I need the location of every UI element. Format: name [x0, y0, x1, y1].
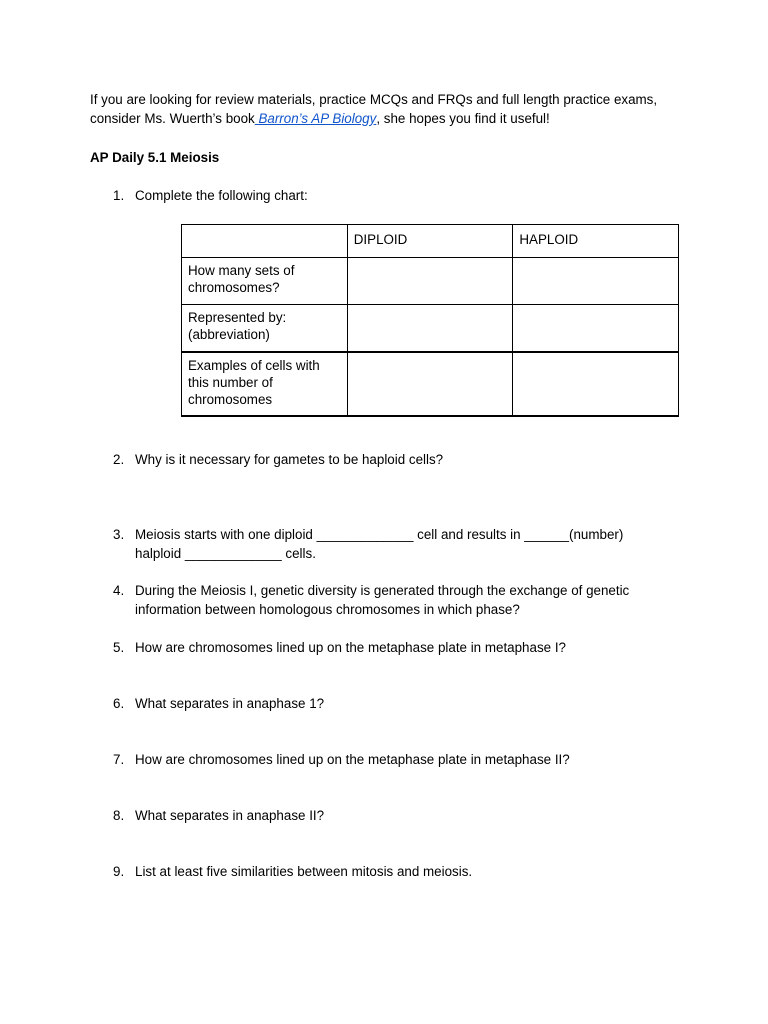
chromosome-chart — [181, 224, 679, 417]
table-row — [182, 258, 679, 305]
question-text: What separates in anaphase II? — [135, 808, 325, 823]
table-header-cell: DIPLOID — [347, 225, 513, 258]
intro-text-before: If you are looking for review materials, practice MCQs and FRQs and full length practice exams, consider Ms. Wuerth’s book — [90, 92, 658, 126]
intro-paragraph — [90, 90, 690, 128]
table-answer-cell[interactable] — [513, 305, 679, 353]
table-row — [182, 305, 679, 353]
table-answer-cell[interactable] — [513, 258, 679, 305]
table-row-label: Examples of cells with this number of chromosomes — [182, 352, 348, 416]
question-number: 8. — [113, 808, 125, 823]
page-title: AP Daily 5.1 Meiosis — [90, 150, 220, 165]
question-text: Why is it necessary for gametes to be haploid cells? — [135, 452, 444, 467]
table-header-cell — [182, 225, 348, 258]
question-number: 3. — [113, 527, 125, 542]
table-header-cell: HAPLOID — [513, 225, 679, 258]
question-text: List at least five similarities between mitosis and meiosis. — [135, 864, 473, 879]
question-number: 1. — [113, 188, 125, 203]
question-text: How are chromosomes lined up on the metaphase plate in metaphase I? — [135, 640, 566, 655]
question-number: 7. — [113, 752, 125, 767]
question-text: How are chromosomes lined up on the metaphase plate in metaphase II? — [135, 752, 570, 767]
question-number: 2. — [113, 452, 125, 467]
table-row — [182, 352, 679, 416]
question-number: 5. — [113, 640, 125, 655]
question-number: 4. — [113, 583, 125, 598]
table-answer-cell[interactable] — [347, 305, 513, 353]
table-answer-cell[interactable] — [513, 352, 679, 416]
question-number: 9. — [113, 864, 125, 879]
question-text: Meiosis starts with one diploid _____________ cell and results in ______(number) halploid _____________ cells. — [135, 527, 624, 561]
question-text: During the Meiosis I, genetic diversity is generated through the exchange of genetic information between homologous chromosomes in which phase? — [135, 583, 630, 617]
question-text: Complete the following chart: — [135, 188, 308, 203]
table-answer-cell[interactable] — [347, 258, 513, 305]
question-number: 6. — [113, 696, 125, 711]
question-text: What separates in anaphase 1? — [135, 696, 325, 711]
table-row-label: How many sets of chromosomes? — [182, 258, 348, 305]
barrons-book-link[interactable]: Barron’s AP Biology — [254, 111, 377, 126]
table-row-label: Represented by: (abbreviation) — [182, 305, 348, 353]
table-answer-cell[interactable] — [347, 352, 513, 416]
intro-text-after: , she hopes you find it useful! — [376, 111, 550, 126]
table-header-row — [182, 225, 679, 258]
